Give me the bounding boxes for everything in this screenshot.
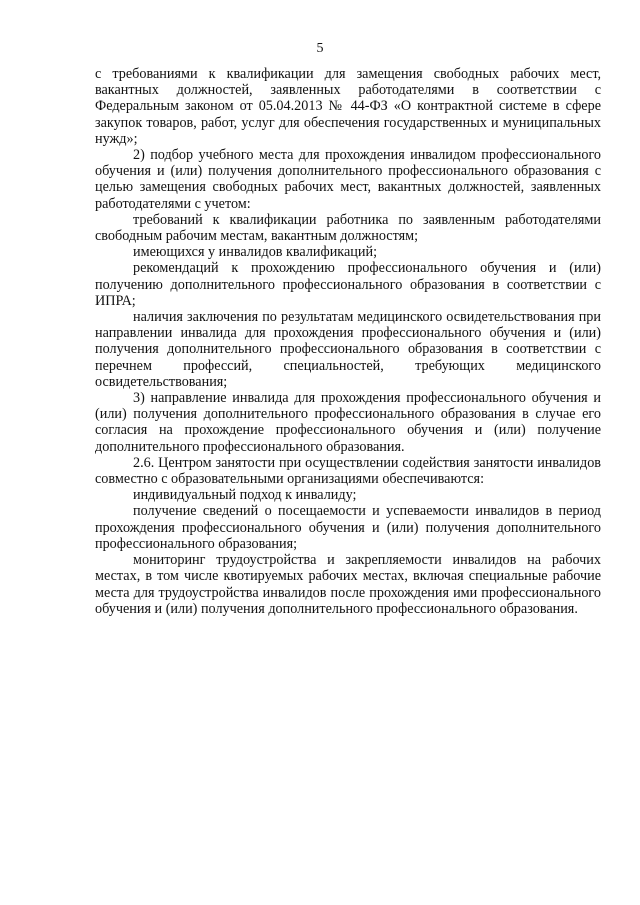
paragraph-item-3-referral: 3) направление инвалида для прохождения профессионального обучения и (или) получения дополнительного профессионального образования в случае его согласия на прохождение профессионального обучения и (или) получение дополнительного профессионального образования. (95, 390, 601, 455)
page-number: 5 (316, 41, 324, 56)
paragraph-qualification-requirements: с требованиями к квалификации для замещения свободных рабочих мест, вакантных должностей, заявленных работодателями в соответствии с Федеральным законом от 05.04.2013 № 44-ФЗ «О контрактной системе в сфере закупок товаров, работ, услуг для обеспечения государственных и муниципальных нужд»; (95, 66, 601, 147)
document-body (95, 66, 601, 617)
paragraph-existing-qualifications: имеющихся у инвалидов квалификаций; (133, 244, 378, 261)
paragraph-worker-qualification: требований к квалификации работника по заявленным работодателями свободным рабочим местам, вакантным должностям; (95, 211, 601, 245)
paragraph-recommendations-ipra: рекомендаций к прохождению профессионального обучения и (или) получению дополнительного профессионального образования в соответствии с ИПРА; (95, 260, 601, 309)
paragraph-individual-approach: индивидуальный подход к инвалиду; (133, 487, 357, 504)
paragraph-attendance-info: получение сведений о посещаемости и успеваемости инвалидов в период прохождения профессионального обучения и (или) получения дополнительного профессионального образования; (95, 503, 601, 552)
paragraph-item-2-training-place: 2) подбор учебного места для прохождения инвалидом профессионального обучения и (или) получения дополнительного профессионального образования с целью замещения свободных рабочих мест, вакантных должностей, заявленных работодателями с учетом: (95, 147, 601, 212)
paragraph-section-2-6: 2.6. Центром занятости при осуществлении содействия занятости инвалидов совместно с образовательными организациями обеспечиваются: (95, 454, 601, 488)
paragraph-medical-examination: наличия заключения по результатам медицинского освидетельствования при направлении инвалида для прохождения профессионального обучения и (или) получения дополнительного профессионального образования в соответствии с перечнем профессий, специальностей, требующих медицинского освидетельствования; (95, 309, 601, 390)
paragraph-employment-monitoring: мониторинг трудоустройства и закрепляемости инвалидов на рабочих местах, в том числе квотируемых рабочих местах, включая специальные рабочие места для трудоустройства инвалидов после прохождения ими профессионального обучения и (или) получения дополнительного профессионального образования. (95, 552, 601, 617)
